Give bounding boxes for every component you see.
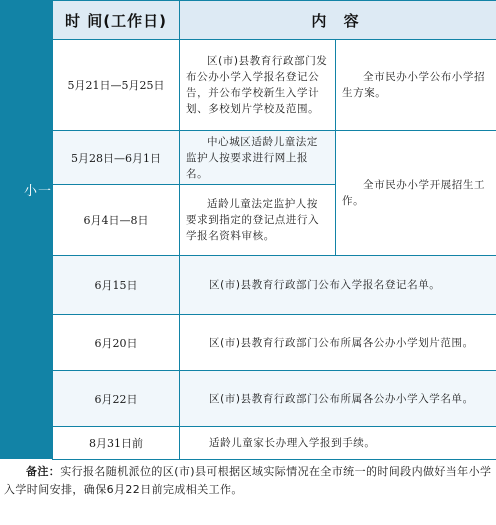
header-content: 内 容 [180, 1, 496, 40]
table-row [53, 427, 496, 460]
sidebar-band [0, 0, 81, 459]
header-time: 时 间(工作日) [53, 1, 180, 40]
row-content-text: 适龄儿童家长办理入学报到手续。 [209, 437, 376, 449]
table-row [53, 315, 496, 371]
row-content-private-text: 全市民办小学开展招生工作。 [342, 179, 486, 207]
row-content-private-text: 全市民办小学公布小学招生方案。 [342, 71, 486, 99]
row-content-private [336, 40, 496, 131]
footnote [4, 463, 492, 499]
row-content-public [180, 40, 336, 131]
row-time: 8月31日前 [53, 427, 180, 460]
header-row [53, 1, 496, 40]
schedule-table [52, 0, 496, 460]
row-time: 5月28日—6月1日 [53, 131, 180, 185]
row-content [180, 256, 496, 315]
table-row [53, 371, 496, 427]
row-content-public-text: 中心城区适龄儿童法定监护人按要求进行网上报名。 [186, 135, 318, 180]
table-row [53, 40, 496, 131]
footnote-label: 备注： [26, 465, 61, 478]
row-content-text: 区(市)县教育行政部门公布入学报名登记名单。 [209, 279, 441, 291]
sidebar-label: 小一招生 [24, 184, 81, 199]
row-content-public [180, 131, 336, 185]
row-content-text: 区(市)县教育行政部门公布所属各公办小学入学名单。 [209, 392, 474, 405]
row-content-public-text: 适龄儿童法定监护人按要求到指定的登记点进行入学报名资料审核。 [186, 198, 320, 242]
row-content [180, 315, 496, 371]
row-time: 6月20日 [53, 315, 180, 371]
table-row [53, 256, 496, 315]
row-time: 6月4日—8日 [53, 185, 180, 256]
row-content-private [336, 131, 496, 256]
row-content-public [180, 185, 336, 256]
row-content-public-text: 区(市)县教育行政部门发布公办小学入学报名登记公告，并公布学校新生入学计划、多校划片学校及范围。 [186, 55, 328, 115]
row-time: 6月15日 [53, 256, 180, 315]
footnote-text: 实行报名随机派位的区(市)县可根据区域实际情况在全市统一的时间段内做好当年小学入学时间安排，确保6月22日前完成相关工作。 [4, 465, 492, 496]
row-content-text: 区(市)县教育行政部门公布所属各公办小学划片范围。 [209, 336, 474, 349]
row-time: 5月21日—5月25日 [53, 40, 180, 131]
row-time: 6月22日 [53, 371, 180, 427]
row-content [180, 371, 496, 427]
row-content [180, 427, 496, 460]
table-row [53, 131, 496, 185]
